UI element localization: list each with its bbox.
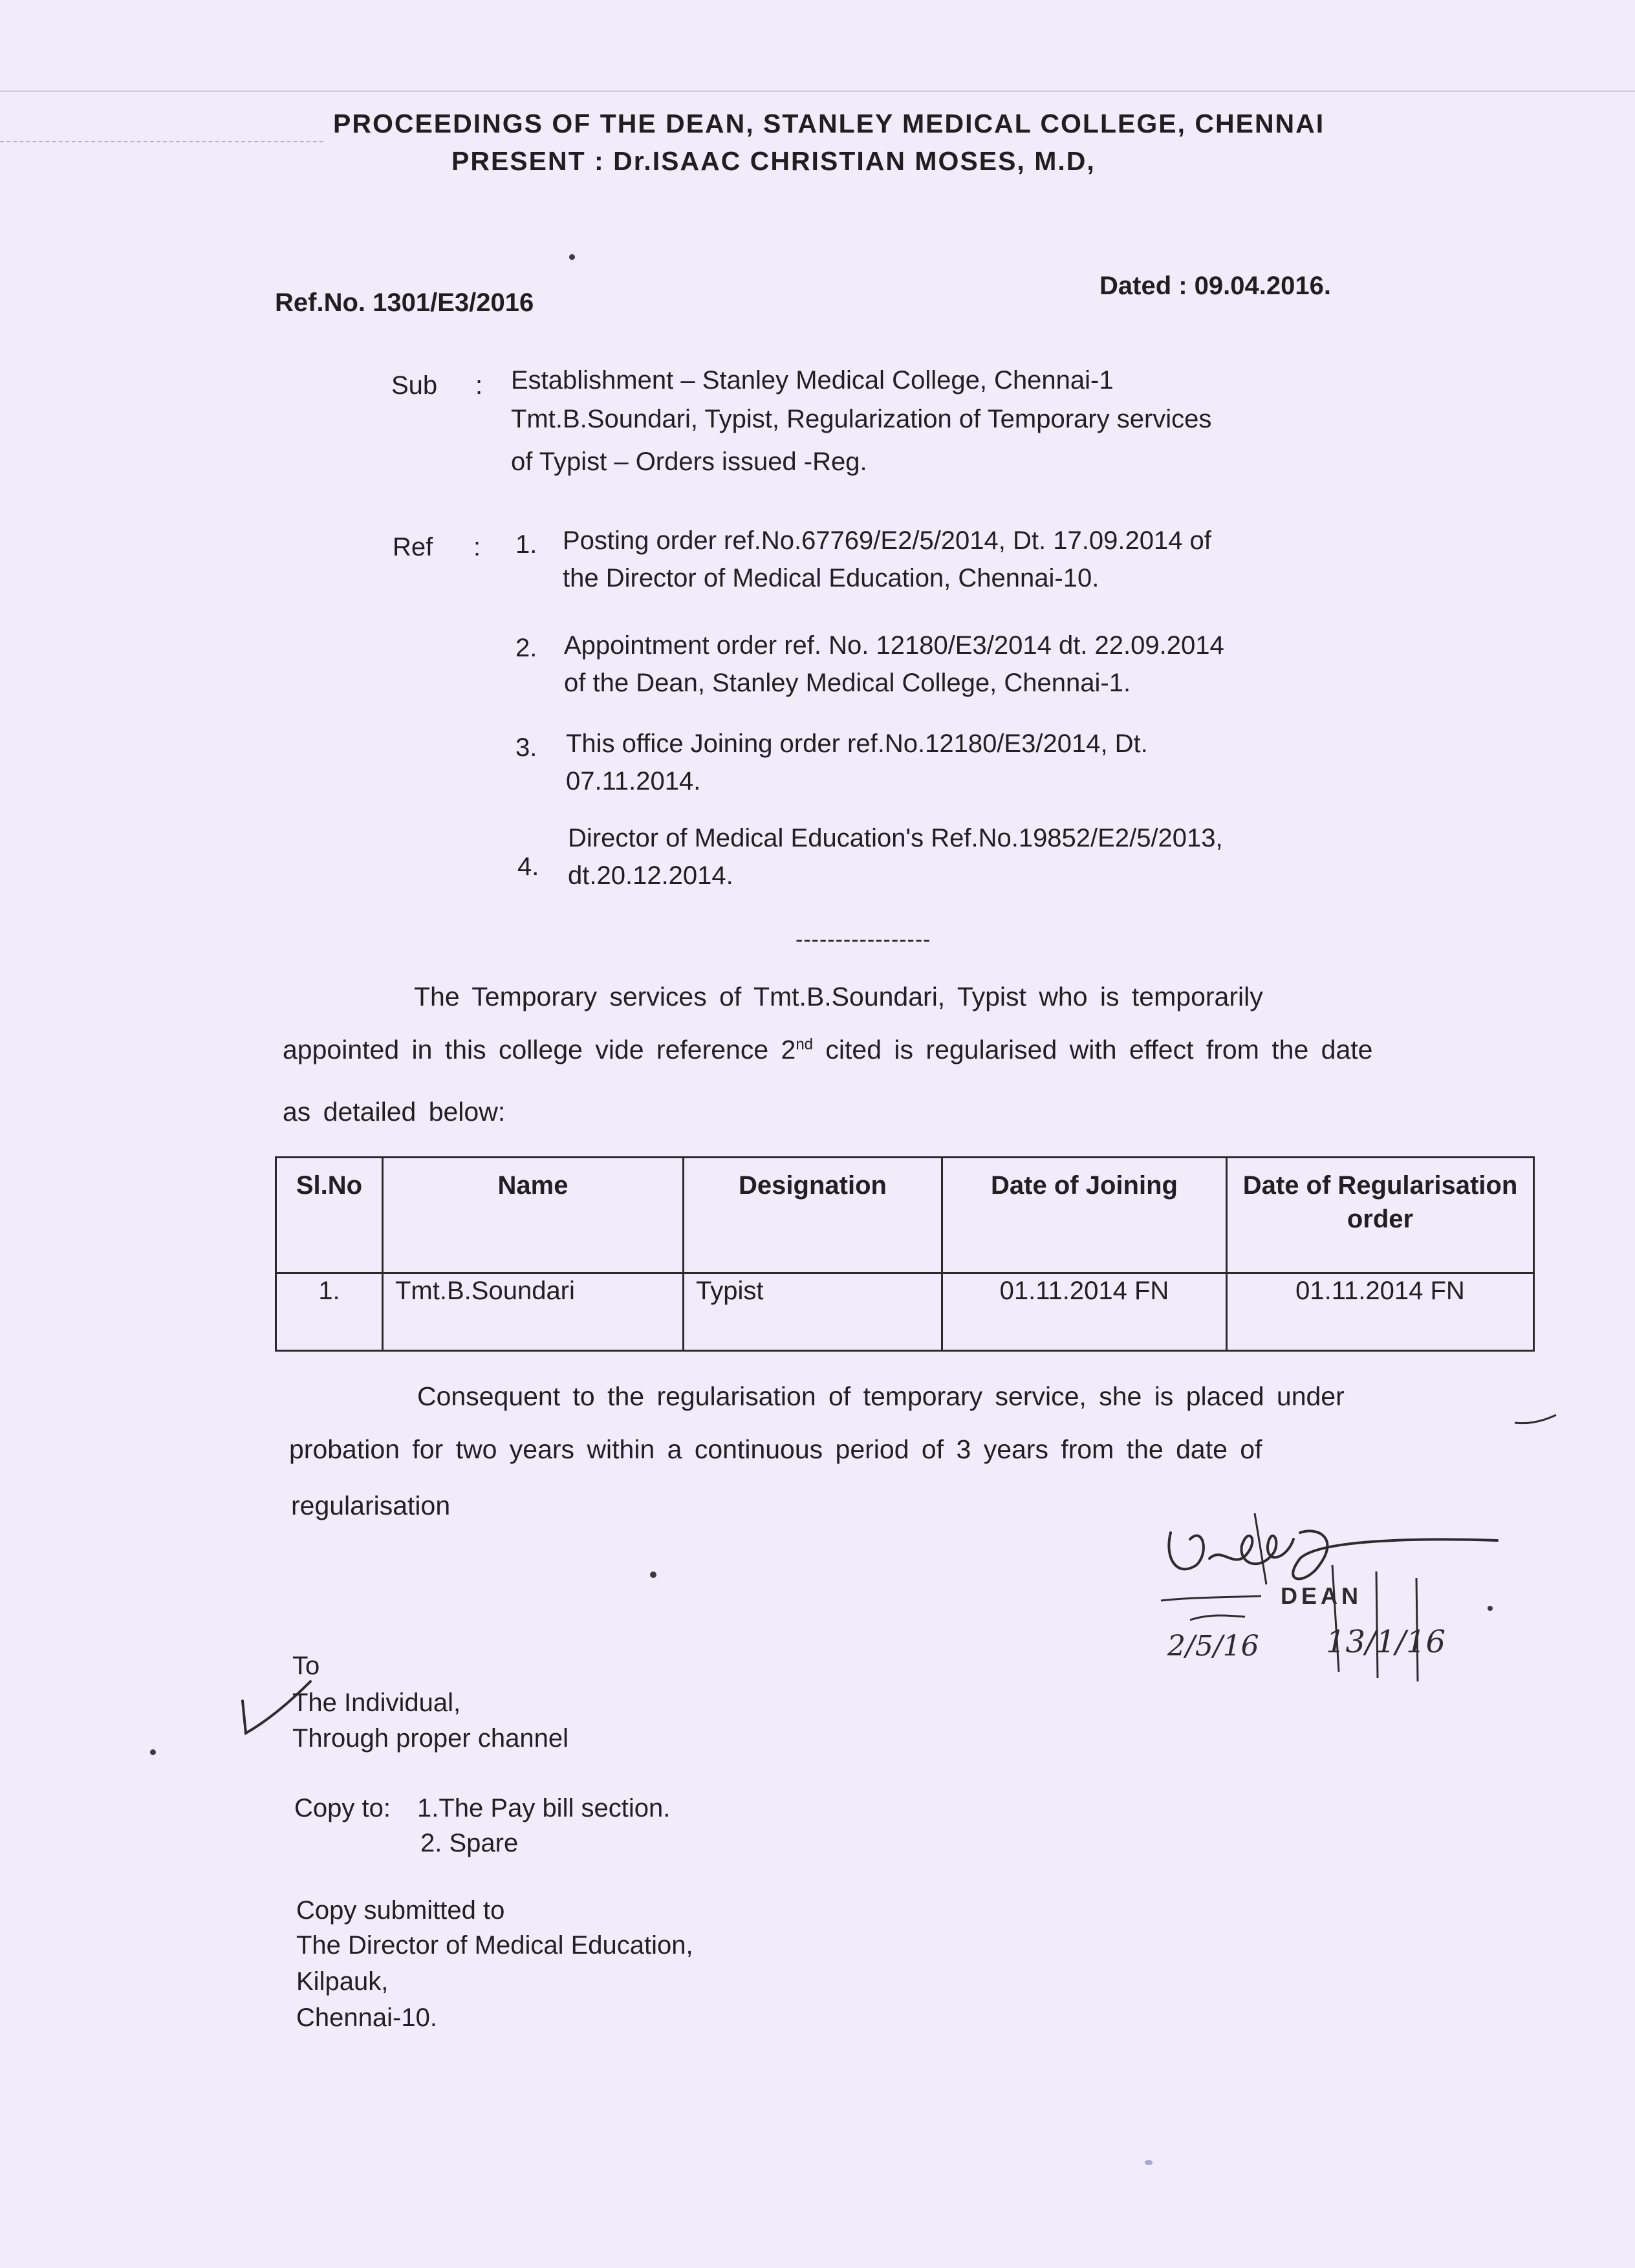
reference-item-2-line-2: of the Dean, Stanley Medical College, Chennai-1. (564, 669, 1131, 697)
reference-item-1-line-2: the Director of Medical Education, Chennai-10. (563, 564, 1099, 592)
paragraph-1-line-2 (283, 1035, 1372, 1065)
cell-date-of-regularisation: 01.11.2014 FN (1227, 1273, 1534, 1351)
paragraph-2-line-1: Consequent to the regularisation of temporary service, she is placed under (417, 1381, 1345, 1411)
copy-submitted-label: Copy submitted to (296, 1896, 505, 1925)
subject-line-2: Tmt.B.Soundari, Typist, Regularization of Temporary services (511, 405, 1212, 433)
cell-date-of-joining: 01.11.2014 FN (942, 1273, 1227, 1351)
references-colon: : (473, 533, 481, 561)
table-row (276, 1273, 1534, 1351)
ordinal-suffix: nd (796, 1035, 814, 1053)
copy-to-label: Copy to: (294, 1794, 391, 1822)
dated: Dated : 09.04.2016. (1099, 272, 1331, 300)
subject-line-3: of Typist – Orders issued -Reg. (511, 448, 867, 476)
reference-item-2-line-1: Appointment order ref. No. 12180/E3/2014 dt. 22.09.2014 (564, 631, 1224, 660)
column-header-date-of-joining: Date of Joining (942, 1158, 1227, 1273)
document-title: PROCEEDINGS OF THE DEAN, STANLEY MEDICAL COLLEGE, CHENNAI (333, 109, 1325, 138)
ink-speck (1488, 1606, 1493, 1611)
cell-designation: Typist (684, 1273, 942, 1351)
ink-speck (569, 254, 575, 260)
ink-speck (150, 1749, 156, 1755)
paragraph-1-line-3: as detailed below: (283, 1097, 506, 1127)
to-label: To (292, 1652, 320, 1680)
references-label: Ref (393, 533, 433, 561)
separator-line: ----------------- (796, 927, 931, 952)
copy-submitted-line-3: Chennai-10. (296, 2003, 437, 2032)
paragraph-1-line-2-end: cited is regularised with effect from the date (813, 1035, 1373, 1064)
copy-submitted-line-2: Kilpauk, (296, 1967, 389, 1996)
reference-item-1-line-1: Posting order ref.No.67769/E2/5/2014, Dt. 17.09.2014 of (563, 526, 1211, 555)
reference-item-number: 2. (515, 634, 537, 662)
to-line-2: Through proper channel (292, 1724, 568, 1753)
paragraph-1-line-1: The Temporary services of Tmt.B.Soundari, Typist who is temporarily (414, 982, 1263, 1011)
reference-item-number: 4. (517, 852, 539, 881)
cell-sl-no: 1. (276, 1273, 383, 1351)
reference-item-number: 1. (515, 530, 537, 559)
present-line: PRESENT : Dr.ISAAC CHRISTIAN MOSES, M.D, (451, 146, 1096, 176)
reference-item-4-line-1: Director of Medical Education's Ref.No.19852/E2/5/2013, (568, 824, 1223, 852)
signature-sign-date: 13/1/16 (1326, 1624, 1446, 1660)
dean-signature (1151, 1487, 1513, 1694)
paragraph-2-line-2: probation for two years within a continuous period of 3 years from the date of (289, 1434, 1262, 1464)
subject-line-1: Establishment – Stanley Medical College, Chennai-1 (511, 366, 1114, 394)
column-header-designation: Designation (684, 1158, 942, 1273)
scan-leader-line (0, 141, 323, 142)
pen-stroke (1513, 1410, 1559, 1436)
column-header-name: Name (383, 1158, 684, 1273)
table-header-row (276, 1158, 1534, 1273)
scan-top-rule (0, 91, 1635, 92)
column-header-date-of-regularisation: Date of Regularisation order (1227, 1158, 1534, 1273)
reference-item-4-line-2: dt.20.12.2014. (568, 861, 733, 890)
cell-name: Tmt.B.Soundari (383, 1273, 684, 1351)
signature-date-note: 2/5/16 (1167, 1630, 1259, 1663)
paragraph-1-line-2-start: appointed in this college vide reference 2 (283, 1035, 796, 1064)
copy-submitted-line-1: The Director of Medical Education, (296, 1931, 693, 1960)
copy-to-item-2: 2. Spare (420, 1829, 519, 1857)
tick-mark (230, 1675, 314, 1746)
signature-title: DEAN (1281, 1582, 1363, 1609)
to-line-1: The Individual, (292, 1689, 461, 1717)
ink-speck (1145, 2160, 1153, 2165)
reference-item-3-line-1: This office Joining order ref.No.12180/E3/2014, Dt. (566, 729, 1148, 758)
subject-label: Sub (391, 371, 438, 400)
reference-number: Ref.No. 1301/E3/2016 (275, 288, 534, 317)
ink-speck (650, 1571, 656, 1578)
column-header-sl-no: Sl.No (276, 1158, 383, 1273)
regularisation-table (275, 1156, 1535, 1352)
subject-colon: : (475, 371, 483, 400)
reference-item-3-line-2: 07.11.2014. (566, 767, 701, 795)
copy-to-item-1: 1.The Pay bill section. (417, 1794, 671, 1822)
paragraph-2-line-3: regularisation (291, 1491, 451, 1520)
reference-item-number: 3. (515, 733, 537, 762)
